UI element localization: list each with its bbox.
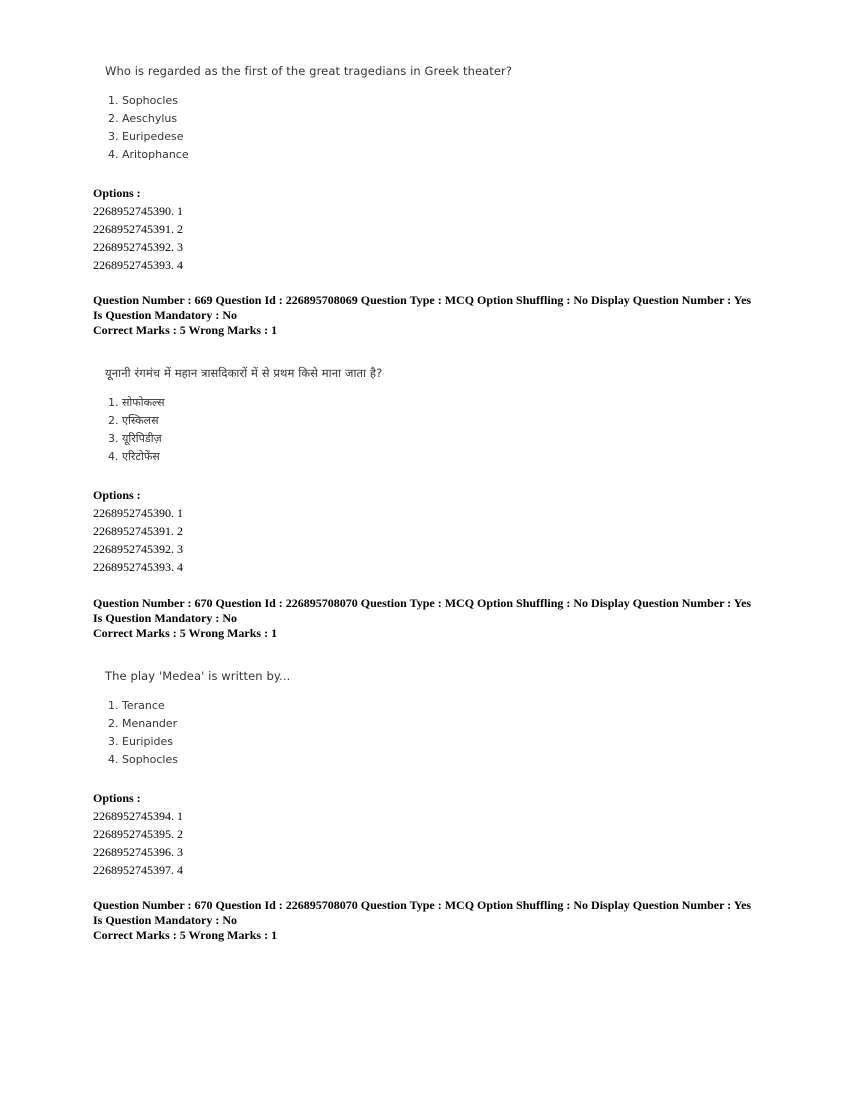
option-line: 2268952745392. 3 (93, 240, 183, 254)
choice-4: 4. एरिटोफेंस (108, 450, 160, 463)
question-metadata (93, 898, 763, 943)
choice-4: 4. Aritophance (108, 148, 189, 161)
choice-2: 2. एस्किलस (108, 414, 159, 427)
choice-4: 4. Sophocles (108, 753, 178, 766)
question-info: Question Number : 670 Question Id : 226895708070 Question Type : MCQ Option Shuffling : No Display Question Number : Yes Is Question Mandatory : No (93, 596, 752, 625)
choice-1: 1. सोफोकल्स (108, 396, 165, 409)
answer-choices (108, 92, 189, 164)
choice-2: 2. Aeschylus (108, 112, 178, 125)
options-block (93, 789, 183, 879)
marks-info: Correct Marks : 5 Wrong Marks : 1 (93, 626, 278, 640)
option-line: 2268952745396. 3 (93, 845, 183, 859)
options-block (93, 486, 183, 576)
question-info: Question Number : 669 Question Id : 226895708069 Question Type : MCQ Option Shuffling : No Display Question Number : Yes Is Question Mandatory : No (93, 293, 752, 322)
choice-1: 1. Sophocles (108, 94, 178, 107)
option-line: 2268952745390. 1 (93, 204, 183, 218)
question-metadata (93, 596, 763, 641)
options-heading: Options : (93, 186, 141, 200)
question-metadata (93, 293, 763, 338)
choice-1: 1. Terance (108, 699, 165, 712)
options-heading: Options : (93, 488, 141, 502)
question-info: Question Number : 670 Question Id : 226895708070 Question Type : MCQ Option Shuffling : No Display Question Number : Yes Is Question Mandatory : No (93, 898, 752, 927)
question-text: यूनानी रंगमंच में महान त्रासदिकारों में से प्रथम किसे माना जाता है? (105, 366, 383, 380)
question-text: The play 'Medea' is written by... (105, 669, 291, 683)
option-line: 2268952745390. 1 (93, 506, 183, 520)
option-line: 2268952745395. 2 (93, 827, 183, 841)
choice-3: 3. यूरिपिडीज़ (108, 432, 162, 445)
option-line: 2268952745397. 4 (93, 863, 183, 877)
option-line: 2268952745393. 4 (93, 560, 183, 574)
option-line: 2268952745393. 4 (93, 258, 183, 272)
answer-choices (108, 394, 165, 466)
option-line: 2268952745391. 2 (93, 524, 183, 538)
choice-3: 3. Euripides (108, 735, 174, 748)
choice-3: 3. Euripedese (108, 130, 184, 143)
marks-info: Correct Marks : 5 Wrong Marks : 1 (93, 323, 278, 337)
choice-2: 2. Menander (108, 717, 178, 730)
option-line: 2268952745394. 1 (93, 809, 183, 823)
option-line: 2268952745392. 3 (93, 542, 183, 556)
option-line: 2268952745391. 2 (93, 222, 183, 236)
answer-choices (108, 697, 178, 769)
options-block (93, 184, 183, 274)
marks-info: Correct Marks : 5 Wrong Marks : 1 (93, 928, 278, 942)
question-text: Who is regarded as the first of the great tragedians in Greek theater? (105, 64, 513, 78)
options-heading: Options : (93, 791, 141, 805)
